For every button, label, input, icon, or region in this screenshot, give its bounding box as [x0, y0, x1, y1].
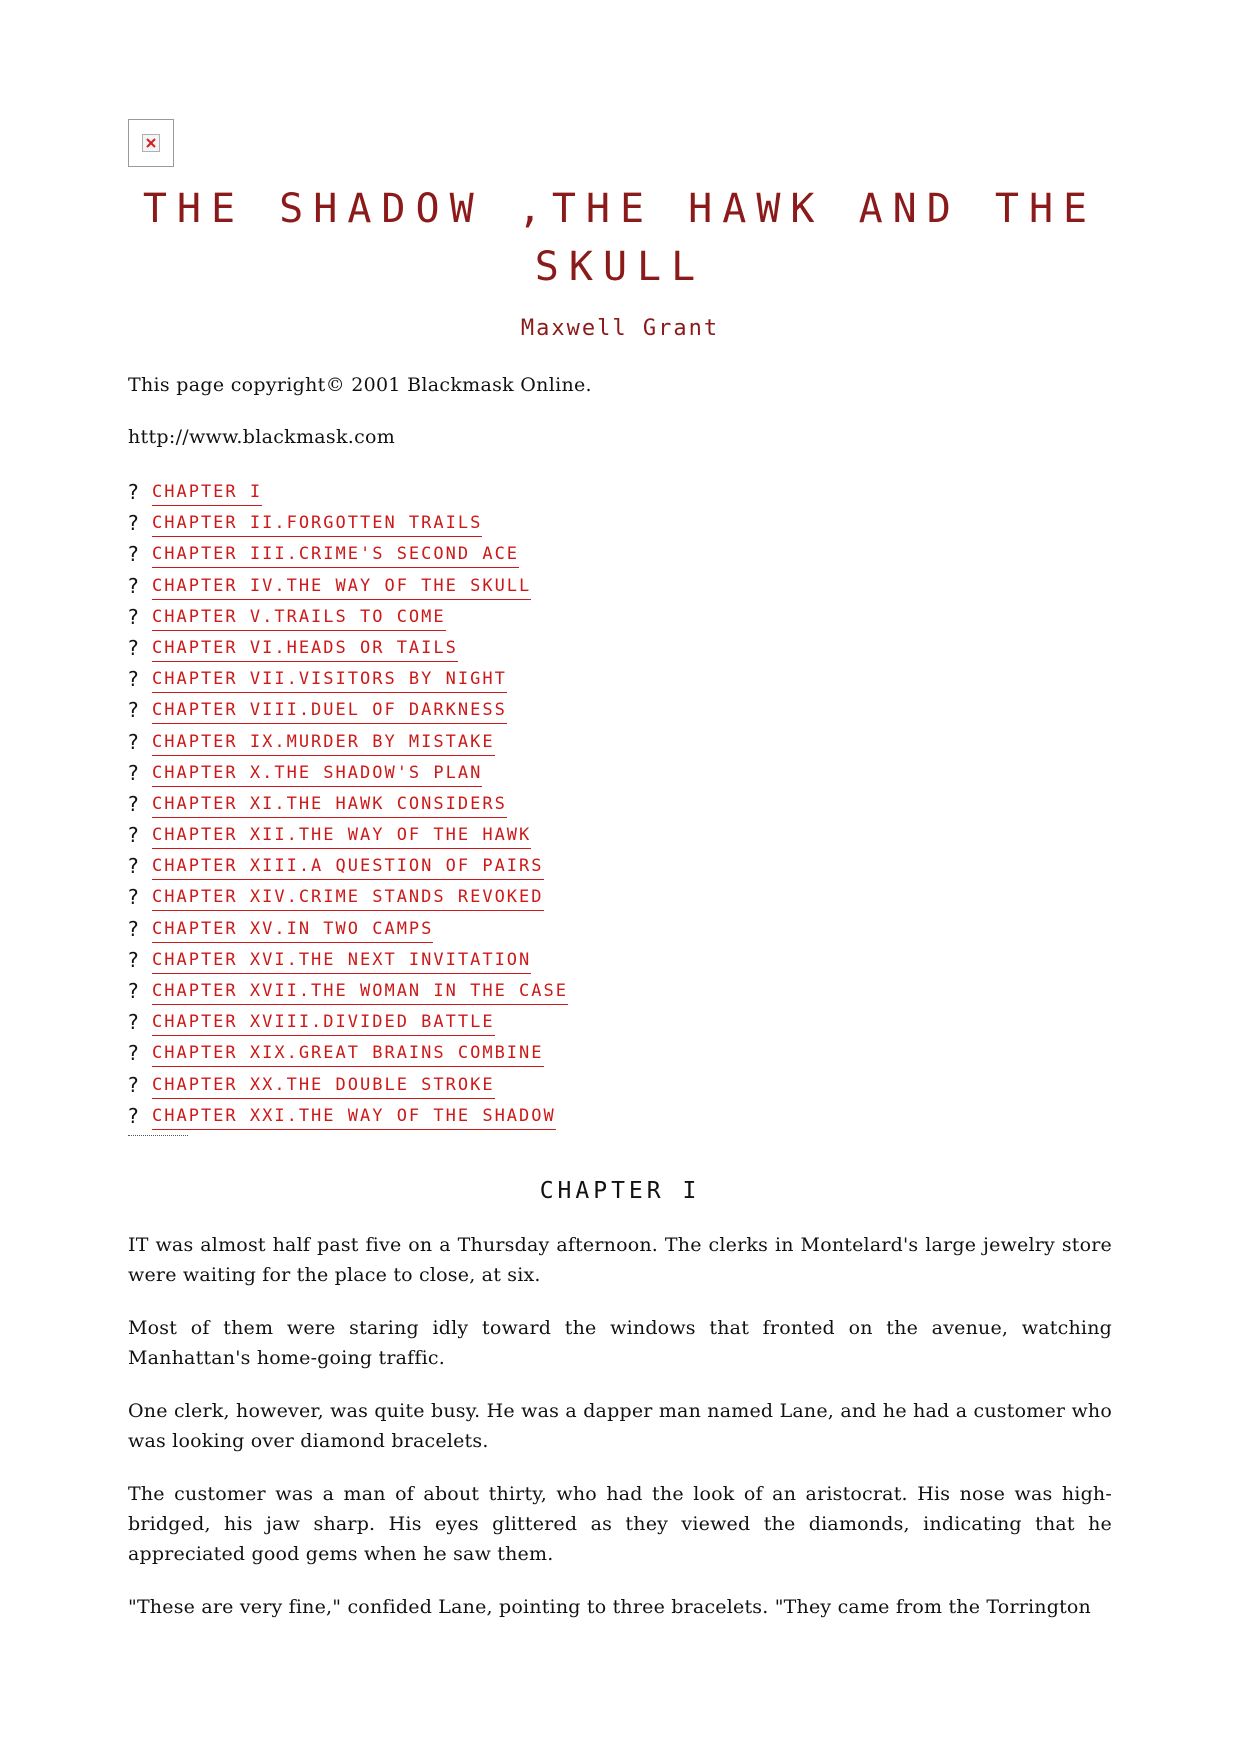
- toc-bullet: ?: [128, 480, 139, 504]
- toc-bullet: ?: [128, 511, 139, 536]
- toc-link-chapter-1[interactable]: CHAPTER I: [152, 480, 262, 506]
- toc-bullet: ?: [128, 542, 139, 567]
- toc-bullet: ?: [128, 916, 139, 941]
- toc-item: [128, 1010, 568, 1041]
- toc-item: [128, 1073, 568, 1104]
- toc-item: [128, 1104, 568, 1135]
- toc-item: [128, 885, 568, 916]
- broken-image-icon: [142, 134, 160, 152]
- toc-link-chapter-17[interactable]: CHAPTER XVII.THE WOMAN IN THE CASE: [152, 979, 568, 1005]
- toc-item: [128, 854, 568, 885]
- toc-link-chapter-8[interactable]: CHAPTER VIII.DUEL OF DARKNESS: [152, 698, 507, 724]
- toc-link-chapter-2[interactable]: CHAPTER II.FORGOTTEN TRAILS: [152, 511, 482, 537]
- toc-item: [128, 636, 568, 667]
- toc-bullet: ?: [128, 667, 139, 692]
- toc-link-chapter-18[interactable]: CHAPTER XVIII.DIVIDED BATTLE: [152, 1010, 495, 1036]
- toc-item: [128, 480, 568, 511]
- toc-link-chapter-19[interactable]: CHAPTER XIX.GREAT BRAINS COMBINE: [152, 1041, 544, 1067]
- document-author: Maxwell Grant: [520, 316, 720, 341]
- paragraph: The customer was a man of about thirty, who had the look of an aristocrat. His nose was high-bridged, his jaw sharp. His eyes glittered as they viewed the diamonds, indicating that he appreciated good gems when he saw them.: [128, 1483, 1112, 1565]
- toc-bullet: ?: [128, 604, 139, 629]
- toc-link-chapter-4[interactable]: CHAPTER IV.THE WAY OF THE SKULL: [152, 574, 531, 600]
- toc-link-chapter-10[interactable]: CHAPTER X.THE SHADOW'S PLAN: [152, 761, 482, 787]
- toc-link-chapter-14[interactable]: CHAPTER XIV.CRIME STANDS REVOKED: [152, 885, 544, 911]
- toc-item: [128, 948, 568, 979]
- paragraph: Most of them were staring idly toward the windows that fronted on the avenue, watching Manhattan's home-going traffic.: [128, 1317, 1112, 1369]
- toc-link-chapter-15[interactable]: CHAPTER XV.IN TWO CAMPS: [152, 917, 433, 943]
- toc-link-chapter-3[interactable]: CHAPTER III.CRIME'S SECOND ACE: [152, 542, 519, 568]
- chapter-body: [128, 1230, 1112, 1645]
- toc-bullet: ?: [128, 698, 139, 723]
- chapter-heading: CHAPTER I: [539, 1178, 701, 1204]
- toc-bullet: ?: [128, 854, 139, 879]
- paragraph: IT was almost half past five on a Thursday afternoon. The clerks in Montelard's large jewelry store were waiting for the place to close, at six.: [128, 1234, 1112, 1286]
- toc-link-chapter-9[interactable]: CHAPTER IX.MURDER BY MISTAKE: [152, 730, 495, 756]
- toc-bullet: ?: [128, 729, 139, 754]
- toc-link-chapter-11[interactable]: CHAPTER XI.THE HAWK CONSIDERS: [152, 792, 507, 818]
- toc-bullet: ?: [128, 1010, 139, 1035]
- toc-link-chapter-21[interactable]: CHAPTER XXI.THE WAY OF THE SHADOW: [152, 1104, 556, 1130]
- paragraph: One clerk, however, was quite busy. He was a dapper man named Lane, and he had a customer who was looking over diamond bracelets.: [128, 1400, 1112, 1452]
- toc-item: [128, 792, 568, 823]
- toc-bullet: ?: [128, 573, 139, 598]
- toc-bullet: ?: [128, 1103, 139, 1128]
- toc-link-chapter-6[interactable]: CHAPTER VI.HEADS OR TAILS: [152, 636, 458, 662]
- toc-link-chapter-20[interactable]: CHAPTER XX.THE DOUBLE STROKE: [152, 1073, 495, 1099]
- toc-cutoff-fragment: [128, 1135, 188, 1139]
- toc-bullet: ?: [128, 1072, 139, 1097]
- copyright-notice: This page copyright© 2001 Blackmask Online.: [128, 374, 592, 396]
- toc-link-chapter-16[interactable]: CHAPTER XVI.THE NEXT INVITATION: [152, 948, 531, 974]
- toc-link-chapter-13[interactable]: CHAPTER XIII.A QUESTION OF PAIRS: [152, 854, 544, 880]
- toc-bullet: ?: [128, 760, 139, 785]
- toc-link-chapter-12[interactable]: CHAPTER XII.THE WAY OF THE HAWK: [152, 823, 531, 849]
- toc-item: [128, 979, 568, 1010]
- document-title: THE SHADOW ,THE HAWK AND THE SKULL: [142, 186, 1098, 290]
- toc-item: [128, 823, 568, 854]
- source-url: http://www.blackmask.com: [128, 426, 396, 448]
- toc-bullet: ?: [128, 979, 139, 1003]
- broken-image-placeholder: [128, 119, 174, 167]
- toc-link-chapter-5[interactable]: CHAPTER V.TRAILS TO COME: [152, 605, 446, 631]
- toc-item: [128, 542, 568, 573]
- toc-item: [128, 761, 568, 792]
- toc-bullet: ?: [128, 947, 139, 972]
- toc-item: [128, 730, 568, 761]
- toc-item: [128, 574, 568, 605]
- toc-bullet: ?: [128, 791, 139, 816]
- toc-bullet: ?: [128, 1041, 139, 1066]
- toc-bullet: ?: [128, 823, 139, 848]
- toc-bullet: ?: [128, 635, 139, 660]
- paragraph: "These are very fine," confided Lane, pointing to three bracelets. "They came from the Torrington: [128, 1596, 1091, 1618]
- toc-item: [128, 605, 568, 636]
- toc-link-chapter-7[interactable]: CHAPTER VII.VISITORS BY NIGHT: [152, 667, 507, 693]
- toc-item: [128, 667, 568, 698]
- toc-item: [128, 511, 568, 542]
- toc-item: [128, 698, 568, 729]
- toc-bullet: ?: [128, 885, 139, 910]
- toc-item: [128, 917, 568, 948]
- toc-item: [128, 1041, 568, 1072]
- table-of-contents: [128, 480, 568, 1135]
